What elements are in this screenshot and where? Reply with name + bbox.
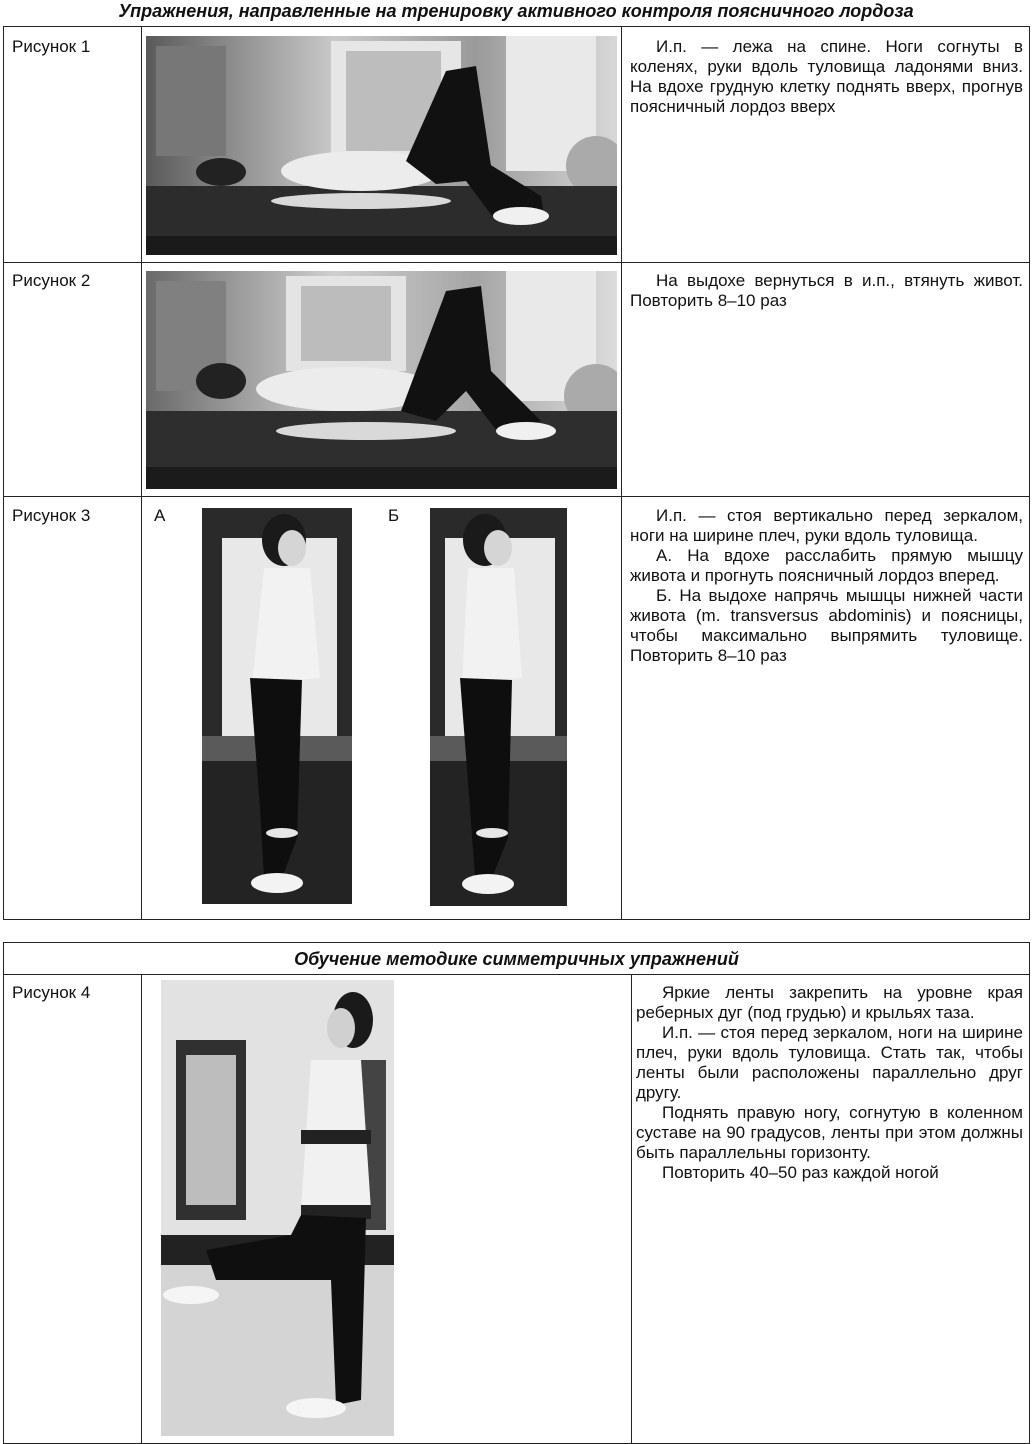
figure-3-description <box>630 506 1023 666</box>
figure-4-description <box>636 983 1023 1183</box>
description-paragraph: Б. На выдохе напрячь мышцы нижней части живота (m. transversus abdominis) и поясницы, чтобы максимально выпрямить туловище. Повторить 8–10 раз <box>630 586 1023 665</box>
figure-1-photo <box>146 36 617 255</box>
description-paragraph: И.п. — стоя перед зеркалом, ноги на ширине плеч, руки вдоль туловища. Стать так, чтобы ленты были расположены параллельно друг другу. <box>636 1023 1023 1102</box>
row-divider <box>4 496 1029 497</box>
column-divider <box>631 974 632 1443</box>
description-paragraph: Поднять правую ногу, согнутую в коленном суставе на 90 градусов, ленты при этом должны быть параллельны горизонту. <box>636 1103 1023 1162</box>
figure-4-label: Рисунок 4 <box>12 983 91 1002</box>
figure-1-description <box>630 37 1023 117</box>
column-divider <box>621 27 622 919</box>
figure-2-photo <box>146 271 617 489</box>
figure-3b-letter: Б <box>388 506 400 525</box>
description-paragraph: Яркие ленты закрепить на уровне края реберных дуг (под грудью) и крыльях таза. <box>636 983 1023 1022</box>
description-paragraph: И.п. — стоя вертикально перед зеркалом, ноги на ширине плеч, руки вдоль туловища. <box>630 506 1023 545</box>
figure-1-label: Рисунок 1 <box>12 37 91 56</box>
section-heading: Обучение методике симметричных упражнений <box>294 949 739 969</box>
row-divider <box>4 262 1029 263</box>
figure-2-description <box>630 271 1023 311</box>
figure-3b-photo <box>430 508 567 906</box>
column-divider <box>141 974 142 1443</box>
description-paragraph: И.п. — лежа на спине. Ноги согнуты в коленях, руки вдоль туловища ладонями вниз. На вдохе грудную клетку поднять вверх, прогнув поясничный лордоз вверх <box>630 37 1023 116</box>
description-paragraph: А. На вдохе расслабить прямую мышцу живота и прогнуть поясничный лордоз вперед. <box>630 546 1023 585</box>
figure-2-label: Рисунок 2 <box>12 271 91 290</box>
figure-3a-letter: А <box>154 506 166 525</box>
column-divider <box>141 27 142 919</box>
figure-4-photo <box>161 980 394 1436</box>
description-paragraph: На выдохе вернуться в и.п., втянуть живот. Повторить 8–10 раз <box>630 271 1023 310</box>
row-divider <box>4 974 1029 975</box>
figure-3a-photo <box>202 508 352 904</box>
exercise-table-lordosis <box>3 26 1030 920</box>
figure-3-label: Рисунок 3 <box>12 506 91 525</box>
page-title: Упражнения, направленные на тренировку активного контроля поясничного лордоза <box>118 1 914 21</box>
description-paragraph: Повторить 40–50 раз каждой ногой <box>662 1163 939 1182</box>
exercise-table-symmetric <box>3 942 1030 1444</box>
